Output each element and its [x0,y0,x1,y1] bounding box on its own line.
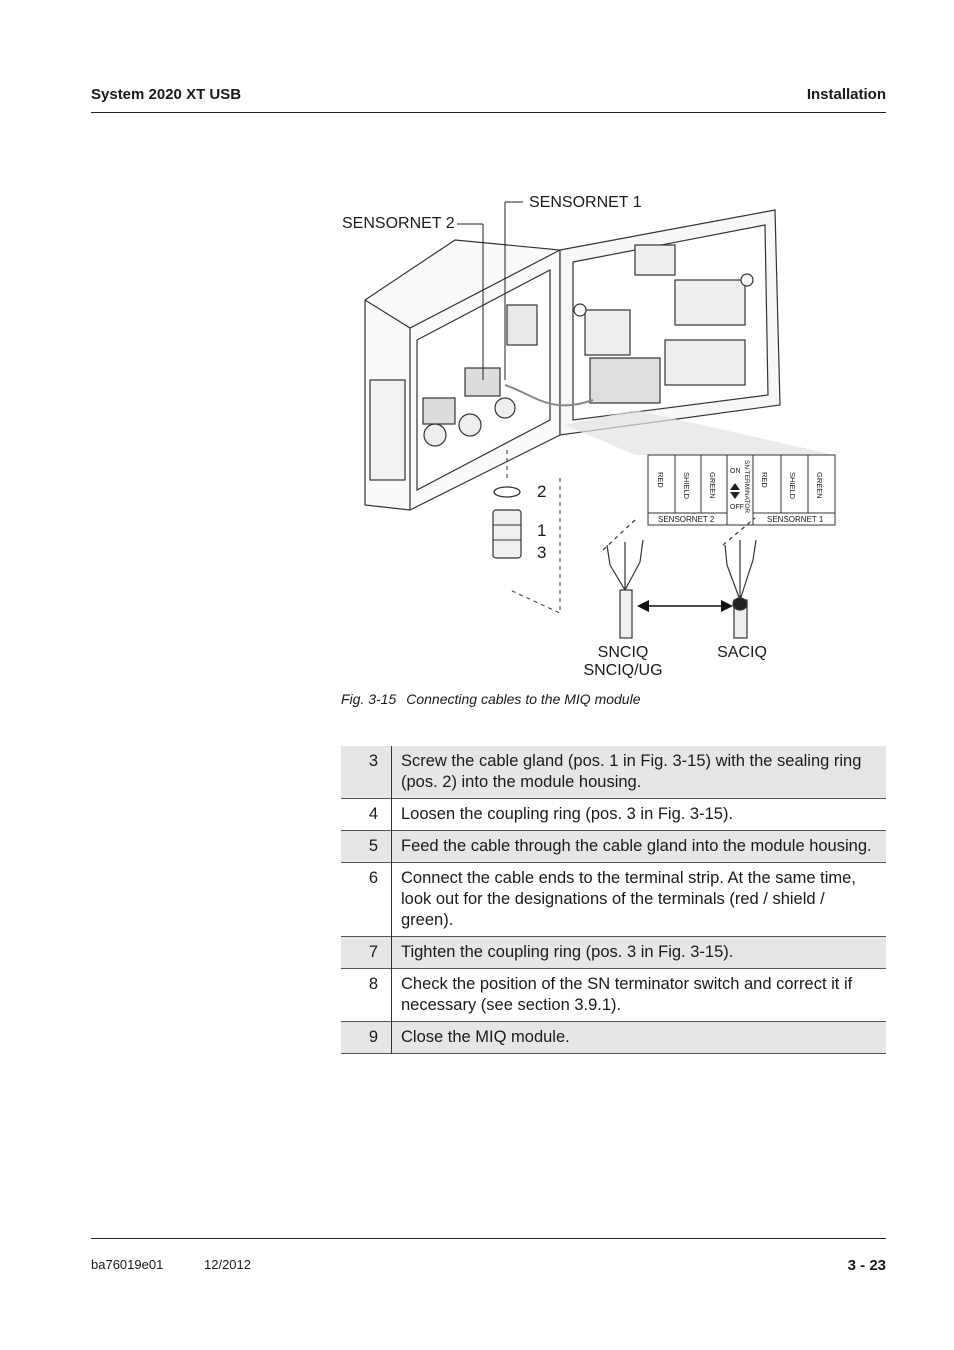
footer-date: 12/2012 [204,1257,251,1272]
sealing-ring [494,487,520,497]
label-sncia: SNCIQ [597,644,649,661]
terminal-sn2-red: RED [656,472,665,488]
step-number: 9 [341,1022,392,1054]
callout-sensornet1: SENSORNET 1 [529,194,642,211]
callout-pos3: 3 [537,543,547,562]
step-number: 7 [341,937,392,969]
step-text: Check the position of the SN terminator switch and correct it if necessary (see section 3.9.1). [401,975,853,1014]
step-text: Feed the cable through the cable gland into the module housing. [401,837,872,855]
terminal-sn1-green: GREEN [815,472,824,499]
step-number: 4 [341,799,392,831]
step-text: Tighten the coupling ring (pos. 3 in Fig. 3-15). [401,943,734,961]
header-rule [91,112,886,113]
step-text: Loosen the coupling ring (pos. 3 in Fig. 3-15). [401,805,734,823]
module-illustration [335,180,855,690]
terminal-sn1-shield: SHIELD [788,472,797,500]
step-text: Screw the cable gland (pos. 1 in Fig. 3-15) with the sealing ring (pos. 2) into the module housing. [401,752,862,791]
switch-on-label: ON [730,468,741,475]
footer-rule [91,1238,886,1239]
label-sncia-ug: SNCIQ/UG [583,662,663,679]
step-text: Close the MIQ module. [401,1028,570,1046]
steps-table [341,746,886,1054]
figure-connecting-cables [335,180,855,690]
footer-doc-id: ba76019e01 [91,1257,164,1272]
module-lid [560,210,780,435]
step-row [341,937,886,969]
terminal-sn2-shield: SHIELD [682,472,691,500]
step-row [341,863,886,937]
step-number: 8 [341,969,392,1022]
running-header-title: System 2020 XT USB [91,86,242,103]
switch-off-label: OFF [730,504,744,511]
running-header-section: Installation [806,86,886,103]
step-row [341,831,886,863]
step-number: 5 [341,831,392,863]
step-row [341,1022,886,1054]
terminal-sn2-green: GREEN [708,472,717,499]
step-text: Connect the cable ends to the terminal strip. At the same time, look out for the designations of the terminals (red / shield / green). [401,869,856,929]
step-row [341,746,886,799]
switch-sn-terminator-label: SN TERMINATOR [743,460,750,514]
page-number: 3 - 23 [847,1257,886,1274]
cable-gland [493,510,521,558]
caption-number: Fig. 3-15 [341,691,397,707]
caption-text: Connecting cables to the MIQ module [406,691,641,707]
cable-saciq [723,518,756,638]
arrow-left-icon [637,600,649,612]
terminal-sn1-red: RED [760,472,769,488]
terminal-strip [648,455,835,525]
module-housing [365,240,560,510]
step-row [341,799,886,831]
cable-sncia [603,520,643,638]
step-number: 6 [341,863,392,937]
callout-pos1: 1 [537,521,547,540]
step-number: 3 [341,746,392,799]
arrow-right-icon [721,600,733,612]
figure-caption [341,691,641,707]
callout-pos2: 2 [537,482,547,501]
label-saciq: SACIQ [717,644,767,661]
step-row [341,969,886,1022]
callout-sensornet2: SENSORNET 2 [342,215,455,232]
strip-label-sensornet2: SENSORNET 2 [658,515,715,524]
strip-label-sensornet1: SENSORNET 1 [767,515,824,524]
